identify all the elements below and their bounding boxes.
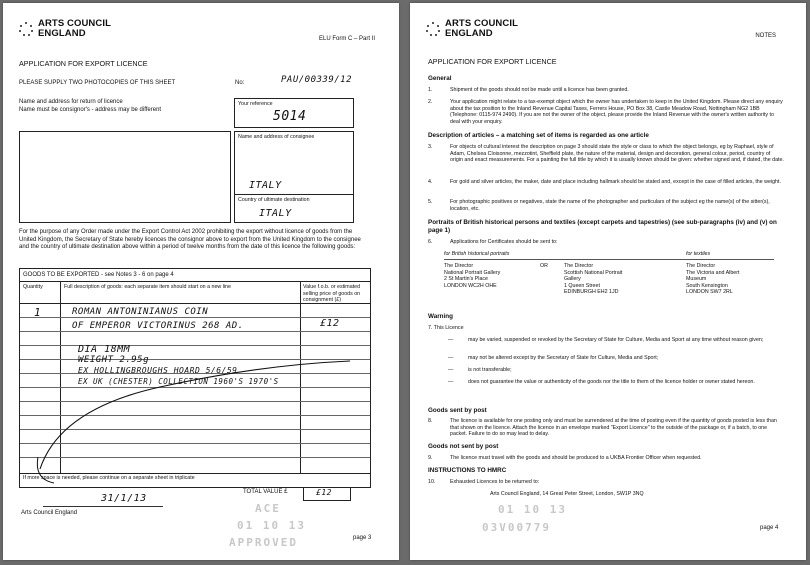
notes-label: NOTES: [755, 33, 776, 39]
logo-dots-icon: [426, 22, 440, 36]
goods-line-3: DIA 18MM: [78, 344, 131, 355]
address-va: The Director The Victoria and Albert Museum South Kensington LONDON SW7 2RL: [686, 263, 740, 296]
stamp-date: 01 10 13: [237, 519, 306, 532]
supply-note: PLEASE SUPPLY TWO PHOTOCOPIES OF THIS SHEET: [19, 80, 176, 86]
stamp-ace: ACE: [255, 502, 281, 515]
signature-date: 31/1/13: [101, 493, 147, 504]
goods-line-6: EX UK (CHESTER) COLLECTION 1960'S 1970'S: [78, 377, 279, 386]
for-textiles-label: for textiles: [686, 251, 711, 257]
destination-label: Country of ultimate destination: [238, 197, 310, 203]
goods-line-1: ROMAN ANTONINIANUS COIN: [72, 307, 209, 317]
more-space-note: If more space is needed, please continue on a separate sheet in triplicate: [23, 475, 195, 481]
consignee-value: ITALY: [249, 180, 282, 191]
arts-council-logo: [426, 19, 518, 38]
return-label-1: Name and address for return of licence: [19, 99, 123, 105]
goods-value: £12: [320, 318, 340, 329]
stamp-date: 01 10 13: [498, 503, 567, 516]
goods-quantity: 1: [34, 306, 42, 319]
goods-header: GOODS TO BE EXPORTED - see Notes 3 - 6 on page 4: [23, 272, 174, 278]
form-page-3: [3, 3, 399, 560]
page-number: page 3: [353, 535, 372, 541]
your-reference-label: Your reference: [238, 101, 273, 107]
org-name-line2: ENGLAND: [445, 27, 493, 39]
not-post-heading: Goods not sent by post: [428, 443, 499, 450]
consignee-label: Name and address of consignee: [238, 134, 315, 140]
goods-line-4: WEIGHT 2.95g: [78, 355, 150, 365]
col-value: Value f.o.b. or estimated selling price of goods on consignment (£): [303, 284, 361, 304]
arts-council-logo: [19, 19, 111, 38]
page-title: APPLICATION FOR EXPORT LICENCE: [428, 57, 557, 66]
stamp-reference: 03V00779: [482, 521, 551, 534]
logo-dots-icon: [19, 22, 33, 36]
total-value: £12: [316, 488, 332, 497]
goods-line-5: EX HOLLINGBROUGHS HOARD 5/6/59: [78, 366, 238, 375]
total-value-box: [303, 487, 351, 501]
form-reference: ELU Form C – Part II: [318, 36, 375, 42]
your-reference-box: [234, 98, 354, 128]
your-reference-value: 5014: [273, 109, 307, 124]
description-heading: Description of articles – a matching set of items is regarded as one article: [428, 132, 649, 139]
licence-number-label: No:: [235, 80, 245, 86]
general-heading: General: [428, 75, 452, 82]
return-address-box: [19, 131, 231, 223]
post-heading: Goods sent by post: [428, 407, 487, 414]
org-name-line1: ARTS COUNCIL: [445, 18, 518, 29]
goods-line-2: OF EMPEROR VICTORINUS 268 AD.: [72, 321, 244, 331]
for-portraits-label: for British historical portraits: [444, 251, 510, 257]
return-address: Arts Council England, 14 Great Peter Street, London, SW1P 3NQ: [490, 491, 644, 497]
total-value-label: TOTAL VALUE £: [243, 489, 288, 495]
licence-number: PAU/00339/12: [281, 75, 353, 85]
org-name-line2: ENGLAND: [38, 27, 86, 39]
footer-org: Arts Council England: [21, 510, 78, 516]
destination-value: ITALY: [259, 208, 292, 219]
stamp-approved: APPROVED: [229, 536, 298, 549]
goods-table: [19, 268, 371, 488]
warning-heading: Warning: [428, 313, 453, 320]
cross-out-stroke: [20, 269, 370, 487]
purpose-text: For the purpose of any Order made under the Export Control Act 2002 prohibiting the export without licence of goods from the United Kingdom, the Secretary of State hereby licences the consignor above to export from the United Kingdom to the consignee and the country of ultimate destination above within a period of twelve months from the date of this licence the following goods:: [19, 229, 361, 250]
page-number: page 4: [760, 525, 779, 531]
page-title: APPLICATION FOR EXPORT LICENCE: [19, 59, 148, 68]
return-label-2: Name must be consignor's - address may be different: [19, 107, 162, 113]
notes-page-4: ARTS COUNCIL ENGLAND NOTES APPLICATION FOR EXPORT LICENCE General 1. Shipment of the goods should not be made until a licence has been granted. 2. Your application might relate to a tax-exempt object which the owner has undertaken to keep in the United Kingdom. Please direct any enquiry about the tax position to the Inland Revenue Capital Taxes, Ferrers House, PO Box 38, Castle Meadow Road, Nottingham NG2 1BB (Telephone: 0115-974 2490). If you are not the owner of the object, please provide the Inland Revenue with the owner's written authority to deal with your enquiry. Description of articles – a matching set of items is regarded as one article 3. For objects of cultural interest the description on page 3 should state the style or class to which the object belongs, eg by Raphael, style of Adam, Chelsea Cloisonne, mezzotint, Sheffield plate, the nature of the material, design and decoration, general colour, period, country of origin and exact measurements. For a painting the full title by which it is usually known should be given: whether signed and, if dated, the date. 4. For gold and silver articles, the maker, date and place including hallmark should be stated and, except in the case of filled articles, the weight. 5. For photographic positives or negatives, state the name of the photographer and particulars of the subject eg the name(s) of the sitter(s), location, etc. Portraits of British historical persons and textiles (except carpets and tapestries) (see sub-paragraphs (iv) and (v) on page 1) 6. Applications for Certificates should be sent to: for British historical portraits for textiles The Director National Portrait Gallery 2 St Martin's Place LONDON WC2H OHE OR The Director Scottish National Portrait Gallery 1 Queen Street EDINBURGH EH2 1JD The Director The Victoria and Albert Museum South Kensington LONDON SW7 2RL Warning 7. This Licence — may be varied, suspended or revoked by the Secretary of State for Culture, Media and Sport at any time without reason given; — may not be altered except by the Secretary of State for Culture, Media and Sport; — is not transferable; — does not guarantee the value or authenticity of the goods nor the title to them of the licence holder or owner stated hereon. Goods sent by post 8. The licence is available for one posting only and must be surrendered at the time of posting even if the quantity of goods posted is less than that shown on the licence. Attach the licence in an envelope marked "Export Licence" to the outside of the package or, if a batch, to one packet. Failure to do so may lead to delay. Goods not sent by post 9. The licence must travel with the goods and should be produced to a UKBA Frontier Officer when requested. INSTRUCTIONS TO HMRC 10. Exhausted Licences to be returned to: Arts Council England, 14 Great Peter Street, London, SW1P 3NQ 01 10 13 03V00779 page 4: [410, 3, 806, 560]
note-7: 7. This Licence: [428, 325, 464, 331]
col-description: Full description of goods: each separate item should start on a new line: [64, 284, 231, 290]
or-label: OR: [540, 263, 548, 269]
address-npg: The Director National Portrait Gallery 2 St Martin's Place LONDON WC2H OHE: [444, 263, 501, 289]
org-name-line1: ARTS COUNCIL: [38, 18, 111, 29]
hmrc-heading: INSTRUCTIONS TO HMRC: [428, 467, 507, 474]
consignee-box: [234, 131, 354, 223]
address-snpg: The Director Scottish National Portrait Gallery 1 Queen Street EDINBURGH EH2 1JD: [564, 263, 623, 296]
portraits-heading: Portraits of British historical persons and textiles (except carpets and tapestries) (see sub-paragraphs (iv) and (v) on page 1): [428, 219, 777, 234]
col-quantity: Quantity: [23, 284, 43, 290]
